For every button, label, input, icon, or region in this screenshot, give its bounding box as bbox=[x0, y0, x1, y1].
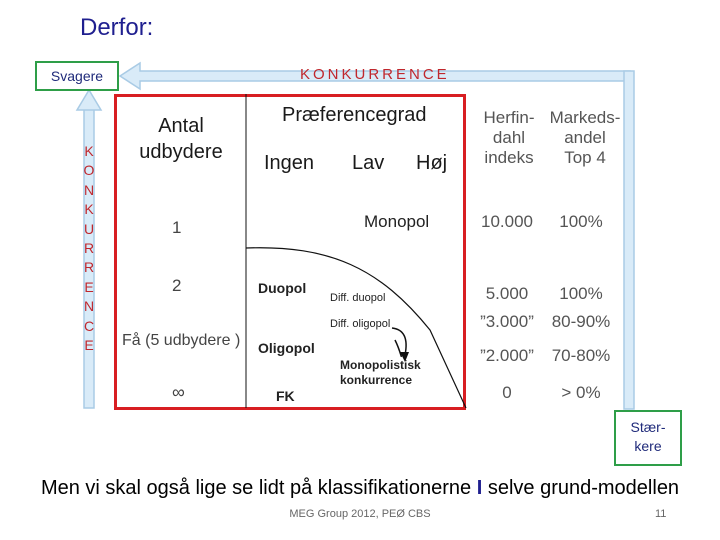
footer-source: MEG Group 2012, PEØ CBS bbox=[289, 508, 431, 520]
pref-level-none: Ingen bbox=[264, 152, 315, 174]
letter: U bbox=[83, 220, 95, 237]
letter: K bbox=[84, 201, 94, 218]
letter: N bbox=[83, 298, 95, 315]
letter: N bbox=[83, 181, 95, 198]
footer-text-before: Men vi skal også lige se lidt på klassifikationerne bbox=[40, 477, 477, 499]
page-number: 11 bbox=[655, 508, 667, 520]
slide-title: Derfor: bbox=[80, 14, 154, 41]
stronger-box bbox=[614, 410, 682, 466]
letter: E bbox=[84, 278, 94, 295]
header-herfindahl: Herfin- dahl indeks bbox=[483, 108, 535, 167]
type-fk: FK bbox=[276, 388, 295, 404]
pref-level-high: Høj bbox=[416, 152, 448, 174]
herfindahl-fk: 0 bbox=[502, 383, 512, 402]
stronger-label: Stær- kere bbox=[630, 419, 666, 454]
footer-statement bbox=[0, 477, 720, 500]
letter: R bbox=[83, 259, 95, 276]
herfindahl-duopol-2: ”3.000” bbox=[480, 312, 534, 331]
diff-duopol: Diff. duopol bbox=[330, 292, 386, 304]
herfindahl-monopol: 10.000 bbox=[481, 212, 533, 231]
diff-oligopol: Diff. oligopol bbox=[330, 318, 391, 330]
herfindahl-duopol: 5.000 bbox=[485, 284, 529, 303]
suppliers-few: Få (5 udbydere ) bbox=[122, 332, 241, 349]
letter: E bbox=[84, 337, 94, 354]
header-market-share: Markeds- andel Top 4 bbox=[549, 108, 621, 167]
share-monopol: 100% bbox=[559, 212, 603, 231]
header-preference: Præferencegrad bbox=[282, 104, 427, 126]
share-duopol: 100% bbox=[559, 284, 603, 303]
footer-text-after: selve grund-modellen bbox=[482, 477, 680, 499]
weaker-label: Svagere bbox=[50, 68, 104, 84]
type-monopol: Monopol bbox=[364, 212, 430, 231]
header-suppliers: Antal udbydere bbox=[139, 115, 223, 163]
letter: C bbox=[83, 317, 95, 334]
suppliers-2: 2 bbox=[172, 276, 182, 295]
letter: K bbox=[84, 143, 94, 159]
share-fk: > 0% bbox=[561, 383, 601, 402]
footer-emphasis: I bbox=[476, 477, 483, 499]
type-duopol: Duopol bbox=[258, 280, 307, 296]
letter: O bbox=[83, 162, 95, 179]
letter: R bbox=[83, 240, 95, 257]
share-duopol-2: 80-90% bbox=[551, 312, 611, 331]
suppliers-infinite: ∞ bbox=[172, 382, 185, 402]
pref-level-low: Lav bbox=[352, 152, 385, 174]
herfindahl-oligopol: ”2.000” bbox=[480, 346, 534, 365]
competition-horizontal-label: KONKURRENCE bbox=[300, 66, 450, 83]
type-oligopol: Oligopol bbox=[258, 340, 315, 356]
suppliers-1: 1 bbox=[172, 218, 182, 237]
diff-monopolistic: Monopolistisk konkurrence bbox=[340, 358, 421, 387]
share-oligopol: 70-80% bbox=[551, 346, 611, 365]
